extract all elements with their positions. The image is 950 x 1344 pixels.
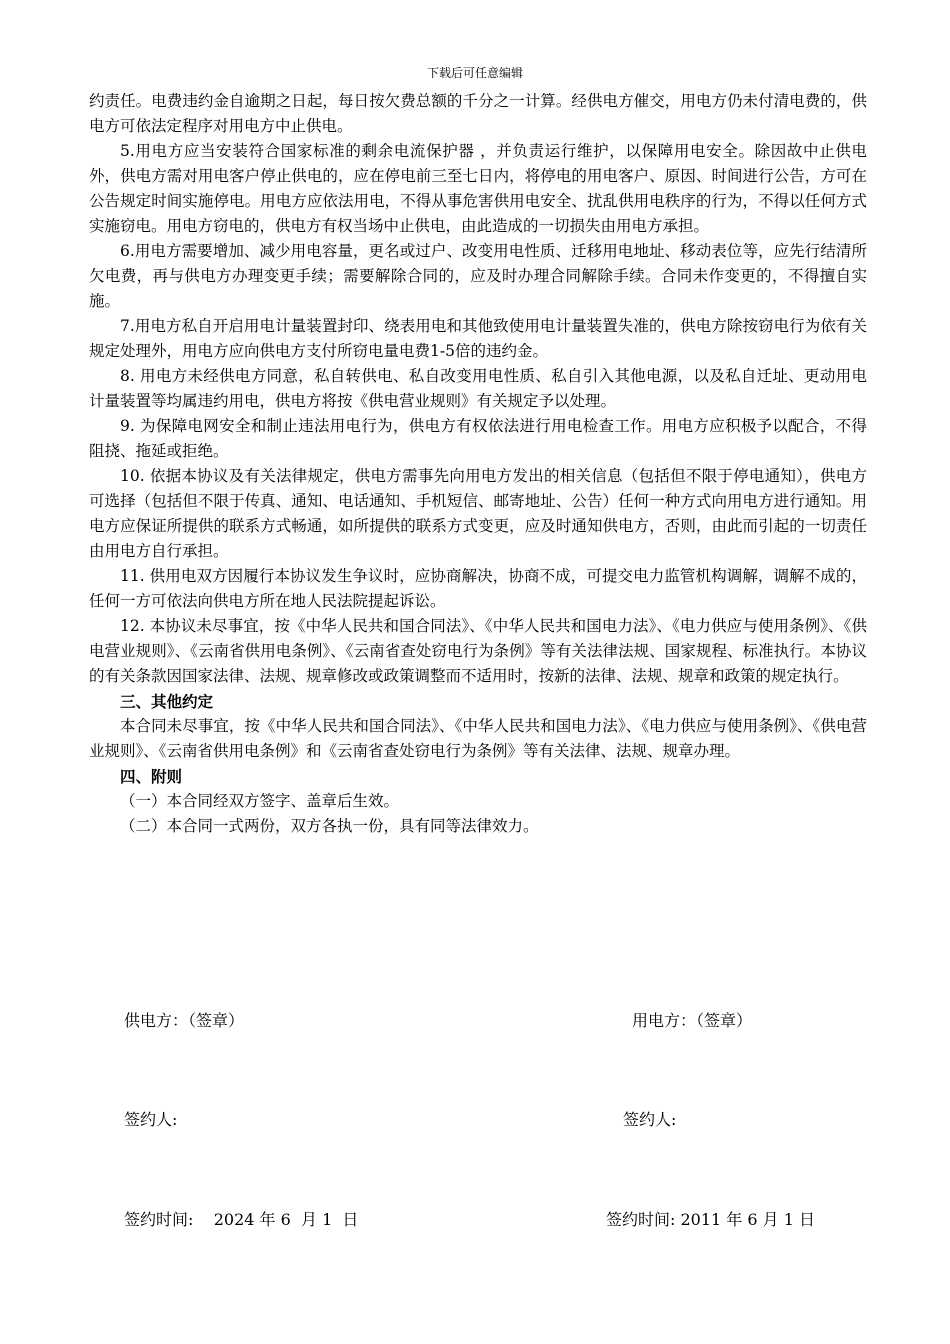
clause-6: 6.用电方需要增加、减少用电容量，更名或过户、改变用电性质、迁移用电地址、移动表位等，应先行结清所欠电费，再与供电方办理变更手续；需要解除合同的，应及时办理合同解除手续。合同未作变更的，不得擅自实施。 <box>89 242 867 310</box>
section-4-heading: 四、附则 <box>120 767 183 786</box>
contract-body <box>89 89 867 839</box>
supplier-sign-date: 签约时间: 2024 年 6 月 1 日 <box>124 1210 359 1229</box>
section-3-heading: 三、其他约定 <box>120 692 214 711</box>
consumer-signer-label: 签约人: <box>623 1110 677 1129</box>
appendix-item-1: （一）本合同经双方签字、盖章后生效。 <box>120 792 400 810</box>
clause-7: 7.用电方私自开启用电计量装置封印、绕表用电和其他致使用电计量装置失准的，供电方除按窃电行为依有关规定处理外，用电方应向供电方支付所窃电量电费1-5倍的违约金。 <box>89 317 867 360</box>
clause-8: 8. 用电方未经供电方同意，私自转供电、私自改变用电性质、私自引入其他电源，以及私自迁址、更动用电计量装置等均属违约用电，供电方将按《供电营业规则》有关规定予以处理。 <box>89 367 867 410</box>
supplier-signer-label: 签约人: <box>124 1110 178 1129</box>
clause-10: 10. 依据本协议及有关法律规定，供电方需事先向用电方发出的相关信息（包括但不限于停电通知），供电方可选择（包括但不限于传真、通知、电话通知、手机短信、邮寄地址、公告）任何一种方式向用电方进行通知。用电方应保证所提供的联系方式畅通，如所提供的联系方式变更，应及时通知供电方，否则，由此而引起的一切责任由用电方自行承担。 <box>89 467 867 560</box>
section-3-text: 本合同未尽事宜，按《中华人民共和国合同法》、《中华人民共和国电力法》、《电力供应与使用条例》、《供电营业规则》、《云南省供用电条例》和《云南省查处窃电行为条例》等有关法律、法规、规章办理。 <box>89 717 867 760</box>
consumer-sign-date: 签约时间: 2011 年 6 月 1 日 <box>606 1210 815 1229</box>
supplier-party-label: 供电方：（签章） <box>124 1011 245 1030</box>
paragraph-continuation: 约责任。电费违约金自逾期之日起，每日按欠费总额的千分之一计算。经供电方催交，用电方仍未付清电费的，供电方可依法定程序对用电方中止供电。 <box>89 92 867 135</box>
page-header-note: 下载后可任意编辑 <box>426 66 523 80</box>
clause-11: 11. 供用电双方因履行本协议发生争议时，应协商解决，协商不成，可提交电力监管机构调解，调解不成的，任何一方可依法向供电方所在地人民法院提起诉讼。 <box>89 567 867 610</box>
consumer-party-label: 用电方：（签章） <box>632 1011 753 1030</box>
appendix-item-2: （二）本合同一式两份，双方各执一份，具有同等法律效力。 <box>120 817 539 835</box>
clause-9: 9. 为保障电网安全和制止违法用电行为，供电方有权依法进行用电检查工作。用电方应积极予以配合，不得阻挠、拖延或拒绝。 <box>89 417 867 460</box>
clause-5: 5.用电方应当安装符合国家标准的剩余电流保护器 ，并负责运行维护，以保障用电安全。除因故中止供电外，供电方需对用电客户停止供电的，应在停电前三至七日内，将停电的用电客户、原因、时间进行公告，方可在公告规定时间实施停电。用电方应依法用电，不得从事危害供用电安全、扰乱供用电秩序的行为，不得以任何方式实施窃电。用电方窃电的，供电方有权当场中止供电，由此造成的一切损失由用电方承担。 <box>89 142 867 235</box>
clause-12: 12. 本协议未尽事宜，按《中华人民共和国合同法》、《中华人民共和国电力法》、《电力供应与使用条例》、《供电营业规则》、《云南省供用电条例》、《云南省查处窃电行为条例》等有关法律法规、国家规程、标准执行。本协议的有关条款因国家法律、法规、规章修改或政策调整而不适用时，按新的法律、法规、规章和政策的规定执行。 <box>89 617 867 685</box>
